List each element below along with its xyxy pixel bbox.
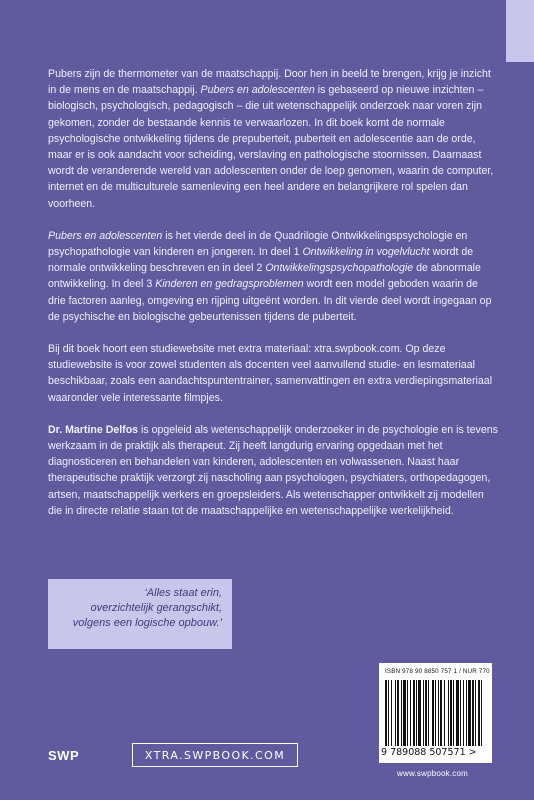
paragraph-website — [48, 341, 498, 406]
barcode-bar — [388, 680, 389, 746]
barcode-bar — [475, 680, 476, 746]
barcode-bar — [453, 680, 454, 746]
barcode-bar — [444, 680, 445, 746]
barcode-bar — [397, 680, 399, 746]
text-segment: Bij dit boek hoort een studiewebsite met extra materiaal: xtra.swpbook.com. Op deze studiewebsite is voor zowel studenten als docenten veel aanvullend studie- en lesmateriaal beschikbaar, zoals een aandachtspuntentrainer, samenvattingen en extra verdiepingsmateriaal waaronder vele interessante filmpjes. — [48, 343, 493, 404]
barcode-bar — [385, 680, 387, 746]
back-cover-text — [48, 66, 498, 535]
paragraph-series — [48, 228, 498, 325]
barcode-bar — [435, 680, 436, 746]
barcode-bar — [466, 680, 467, 746]
barcode-bar — [450, 680, 452, 746]
barcode-bar — [410, 680, 411, 746]
paragraph-author — [48, 422, 498, 519]
corner-tab — [506, 0, 534, 62]
review-quote — [48, 579, 232, 649]
barcode-bar — [403, 680, 406, 746]
barcode-bar — [425, 680, 427, 746]
barcode-bar — [416, 680, 417, 746]
barcode-bar — [456, 680, 459, 746]
text-segment: is gebaseerd op nieuwe inzichten – biologisch, psychologisch, pedagogisch – die uit wetenschappelijk onderzoek naar voren zijn gekomen, zonder de bestaande kennis te verwaarlozen. In dit boek komt de normale psychologische ontwikkeling tijdens de prepuberteit, puberteit en adolescentie aan de orde, maar er is ook aandacht voor scheiding, verslaving en pathologische stoornissen. Daarnaast wordt de veranderende wereld van adolescenten onder de loep genomen, waarin de computer, internet en de multiculturele samenleving een heel andere en belangrijkere rol spelen dan voorheen. — [48, 84, 494, 210]
barcode-bar — [463, 680, 464, 746]
text-segment: de abnormale ontwikkeling. In deel 3 — [48, 262, 481, 291]
isbn-text: ISBN 978 90 8850 757 1 / NUR 770 — [385, 668, 490, 675]
text-segment: is opgeleid als wetenschappelijk onderzoeker in de psychologie en is tevens werkzaam in de praktijk als therapeut. Zij heeft langdurig ervaring opgedaan met het diagnosticeren en behandelen van kinderen, adolescenten en volwassenen. Naast haar therapeutische praktijk verzorgt zij nascholing aan psychologen, psychiaters, orthopedagogen, artsen, maatschappelijk werkers en groepsleiders. Als wetenschapper ontwikkelt zij modellen die in directe relatie staan tot de maatschappelijke en wetenschappelijke werkelijkheid. — [48, 423, 498, 517]
quote-line: ‘Alles staat erin, — [144, 587, 222, 599]
xtra-website-link[interactable]: XTRA.SWPBOOK.COM — [132, 743, 298, 767]
barcode-bar — [395, 680, 396, 746]
barcode-digits: 9 789088 507571 > — [381, 747, 477, 758]
italic-title: Kinderen en gedragsproblemen — [155, 278, 304, 291]
paragraph-intro — [48, 66, 498, 212]
text-segment: wordt de normale ontwikkeling beschreven en in deel 2 — [48, 246, 474, 275]
publisher-website[interactable]: www.swpbook.com — [397, 769, 469, 778]
italic-title: Ontwikkeling in vogelvlucht — [302, 246, 430, 259]
barcode-bar — [468, 680, 471, 746]
text-segment: is het vierde deel in de Quadrilogie Ontwikkelingspsychologie en psychopathologie van kinderen en jongeren. In deel 1 — [48, 229, 468, 259]
text-segment: Pubers zijn de thermometer van de maatschappij. Door hen in beeld te brengen, krijg je inzicht in de mens en de maatschappij. — [48, 68, 491, 97]
barcode-bar — [428, 680, 429, 746]
barcode-bar — [478, 680, 480, 746]
quote-line: overzichtelijk gerangschikt, — [90, 602, 222, 614]
barcode-bar — [440, 680, 442, 746]
barcode-bar — [438, 680, 439, 746]
barcode-bar — [460, 680, 461, 746]
barcode-bar — [448, 680, 449, 746]
text-segment: wordt een model geboden waarin de drie factoren aanleg, omgeving en rijping uitgeënt worden. In dit vierde deel wordt ingegaan op de psychische en biologische gebeurtenissen tijdens de puberteit. — [48, 278, 492, 323]
italic-title: Pubers en adolescenten — [200, 84, 315, 97]
barcode-bar — [472, 680, 474, 746]
barcode-panel — [379, 663, 492, 763]
italic-title: Pubers en adolescenten — [48, 229, 163, 242]
author-name: Dr. Martine Delfos — [48, 423, 139, 436]
barcode-bar — [401, 680, 402, 746]
barcode-bar — [407, 680, 408, 746]
barcode-icon — [385, 680, 486, 746]
barcode-bar — [418, 680, 421, 746]
quote-line: volgens een logische opbouw.’ — [72, 617, 222, 629]
publisher-logo: SWP — [48, 748, 80, 763]
barcode-bar — [413, 680, 415, 746]
barcode-bar — [432, 680, 434, 746]
italic-title: Ontwikkelingspsychopathologie — [265, 262, 414, 275]
barcode-bar — [391, 680, 392, 746]
barcode-bar — [481, 680, 482, 746]
barcode-bar — [423, 680, 424, 746]
